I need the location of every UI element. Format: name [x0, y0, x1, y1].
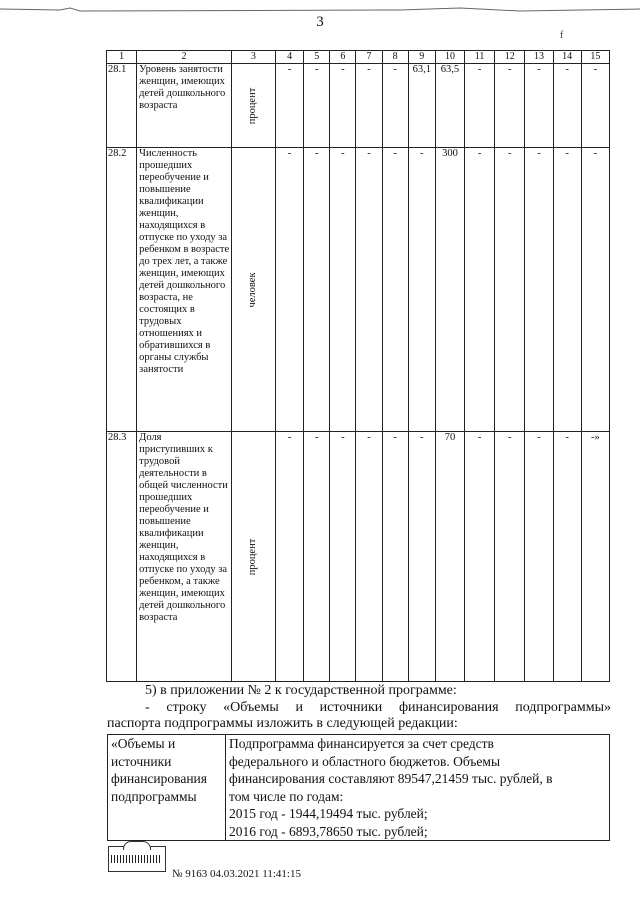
header-cell: 2	[137, 51, 232, 64]
value-cell: -	[581, 64, 609, 148]
header-cell: 9	[408, 51, 435, 64]
value-cell: -	[581, 148, 609, 432]
value-cell: -	[330, 432, 356, 682]
value-cell: -	[525, 432, 553, 682]
funding-label-cell	[108, 735, 226, 841]
value-cell: -	[356, 432, 382, 682]
value-cell: -	[382, 64, 408, 148]
value-cell: 63,1	[408, 64, 435, 148]
header-cell: 1	[107, 51, 137, 64]
value-cell: 70	[435, 432, 464, 682]
value-cell: -	[408, 148, 435, 432]
value-cell: -	[553, 64, 581, 148]
scan-artifact	[0, 0, 640, 6]
funding-text-line: том числе по годам:	[229, 788, 344, 804]
funding-table	[107, 734, 610, 841]
table-row	[107, 64, 610, 148]
funding-text-line: 2015 год - 1944,19494 тыс. рублей;	[229, 806, 428, 821]
row-number: 28.1	[107, 64, 137, 148]
header-cell: 15	[581, 51, 609, 64]
indicator-name: Доля приступивших к трудовой деятельности в общей численности прошедших переобучение и повышение квалификации женщин, находящихся в отпуске по уходу за ребенком, а также женщин, имеющих детей дошкольного возраста	[137, 432, 232, 682]
value-cell: -	[275, 64, 303, 148]
margin-mark: f	[560, 30, 564, 41]
row-number: 28.2	[107, 148, 137, 432]
header-cell: 5	[304, 51, 330, 64]
unit-label: человек	[247, 271, 259, 308]
value-cell: -	[495, 432, 525, 682]
unit-cell	[231, 148, 275, 432]
header-cell: 3	[231, 51, 275, 64]
value-cell: -	[275, 432, 303, 682]
value-cell: -	[465, 64, 495, 148]
amendment-line-2: паспорта подпрограммы изложить в следующей редакции:	[107, 716, 458, 731]
header-cell: 12	[495, 51, 525, 64]
value-cell: -	[356, 148, 382, 432]
unit-cell	[231, 432, 275, 682]
header-cell: 10	[435, 51, 464, 64]
funding-label-line: источники	[111, 753, 172, 769]
header-cell: 6	[330, 51, 356, 64]
header-cell: 4	[275, 51, 303, 64]
value-cell: -	[330, 64, 356, 148]
funding-text-line: Подпрограмма финансируется за счет средств	[229, 736, 494, 751]
value-cell: -	[495, 148, 525, 432]
value-cell: -	[465, 148, 495, 432]
item-5-text: 5) в приложении № 2 к государственной программе:	[145, 683, 457, 698]
indicators-table	[106, 50, 610, 682]
value-cell: -	[553, 148, 581, 432]
unit-cell	[231, 64, 275, 148]
value-cell: -	[382, 148, 408, 432]
header-cell: 14	[553, 51, 581, 64]
funding-text-line: 2016 год - 6893,78650 тыс. рублей;	[229, 823, 428, 839]
table-row	[107, 148, 610, 432]
value-cell: -	[408, 432, 435, 682]
unit-label: процент	[247, 538, 259, 575]
value-cell: -	[495, 64, 525, 148]
value-cell: -»	[581, 432, 609, 682]
indicator-name: Численность прошедших переобучение и повышение квалификации женщин, находящихся в отпуске по уходу за ребенком в возрасте до трех лет, а также женщин, имеющих детей дошкольного возраста, не состоящих в трудовых отношениях и обратившихся в органы службы занятости	[137, 148, 232, 432]
value-cell: 300	[435, 148, 464, 432]
value-cell: -	[304, 432, 330, 682]
value-cell: -	[275, 148, 303, 432]
funding-text-cell	[226, 735, 610, 841]
row-number: 28.3	[107, 432, 137, 682]
value-cell: -	[330, 148, 356, 432]
page-number: 3	[316, 14, 324, 30]
funding-text-line: федерального и областного бюджетов. Объемы	[229, 753, 501, 769]
value-cell: -	[304, 148, 330, 432]
value-cell: -	[465, 432, 495, 682]
funding-text-line: финансирования составляют 89547,21459 тыс. рублей, в	[229, 771, 553, 786]
value-cell: -	[525, 148, 553, 432]
funding-label-line: подпрограммы	[111, 788, 197, 804]
header-cell: 11	[465, 51, 495, 64]
unit-label: процент	[247, 87, 259, 124]
table-row	[107, 432, 610, 682]
building-stamp-icon	[108, 846, 166, 872]
header-cell: 13	[525, 51, 553, 64]
funding-row	[108, 735, 610, 841]
header-cell: 8	[382, 51, 408, 64]
indicator-name: Уровень занятости женщин, имеющих детей дошкольного возраста	[137, 64, 232, 148]
header-cell: 7	[356, 51, 382, 64]
table-header-row	[107, 51, 610, 64]
amendment-line: - строку «Объемы и источники финансирования подпрограммы»	[145, 700, 611, 715]
value-cell: -	[382, 432, 408, 682]
document-footer: № 9163 04.03.2021 11:41:15	[172, 868, 301, 880]
value-cell: -	[525, 64, 553, 148]
funding-label-line: финансирования	[111, 771, 207, 786]
value-cell: -	[304, 64, 330, 148]
funding-label-line: «Объемы и	[111, 736, 176, 751]
value-cell: 63,5	[435, 64, 464, 148]
value-cell: -	[356, 64, 382, 148]
value-cell: -	[553, 432, 581, 682]
